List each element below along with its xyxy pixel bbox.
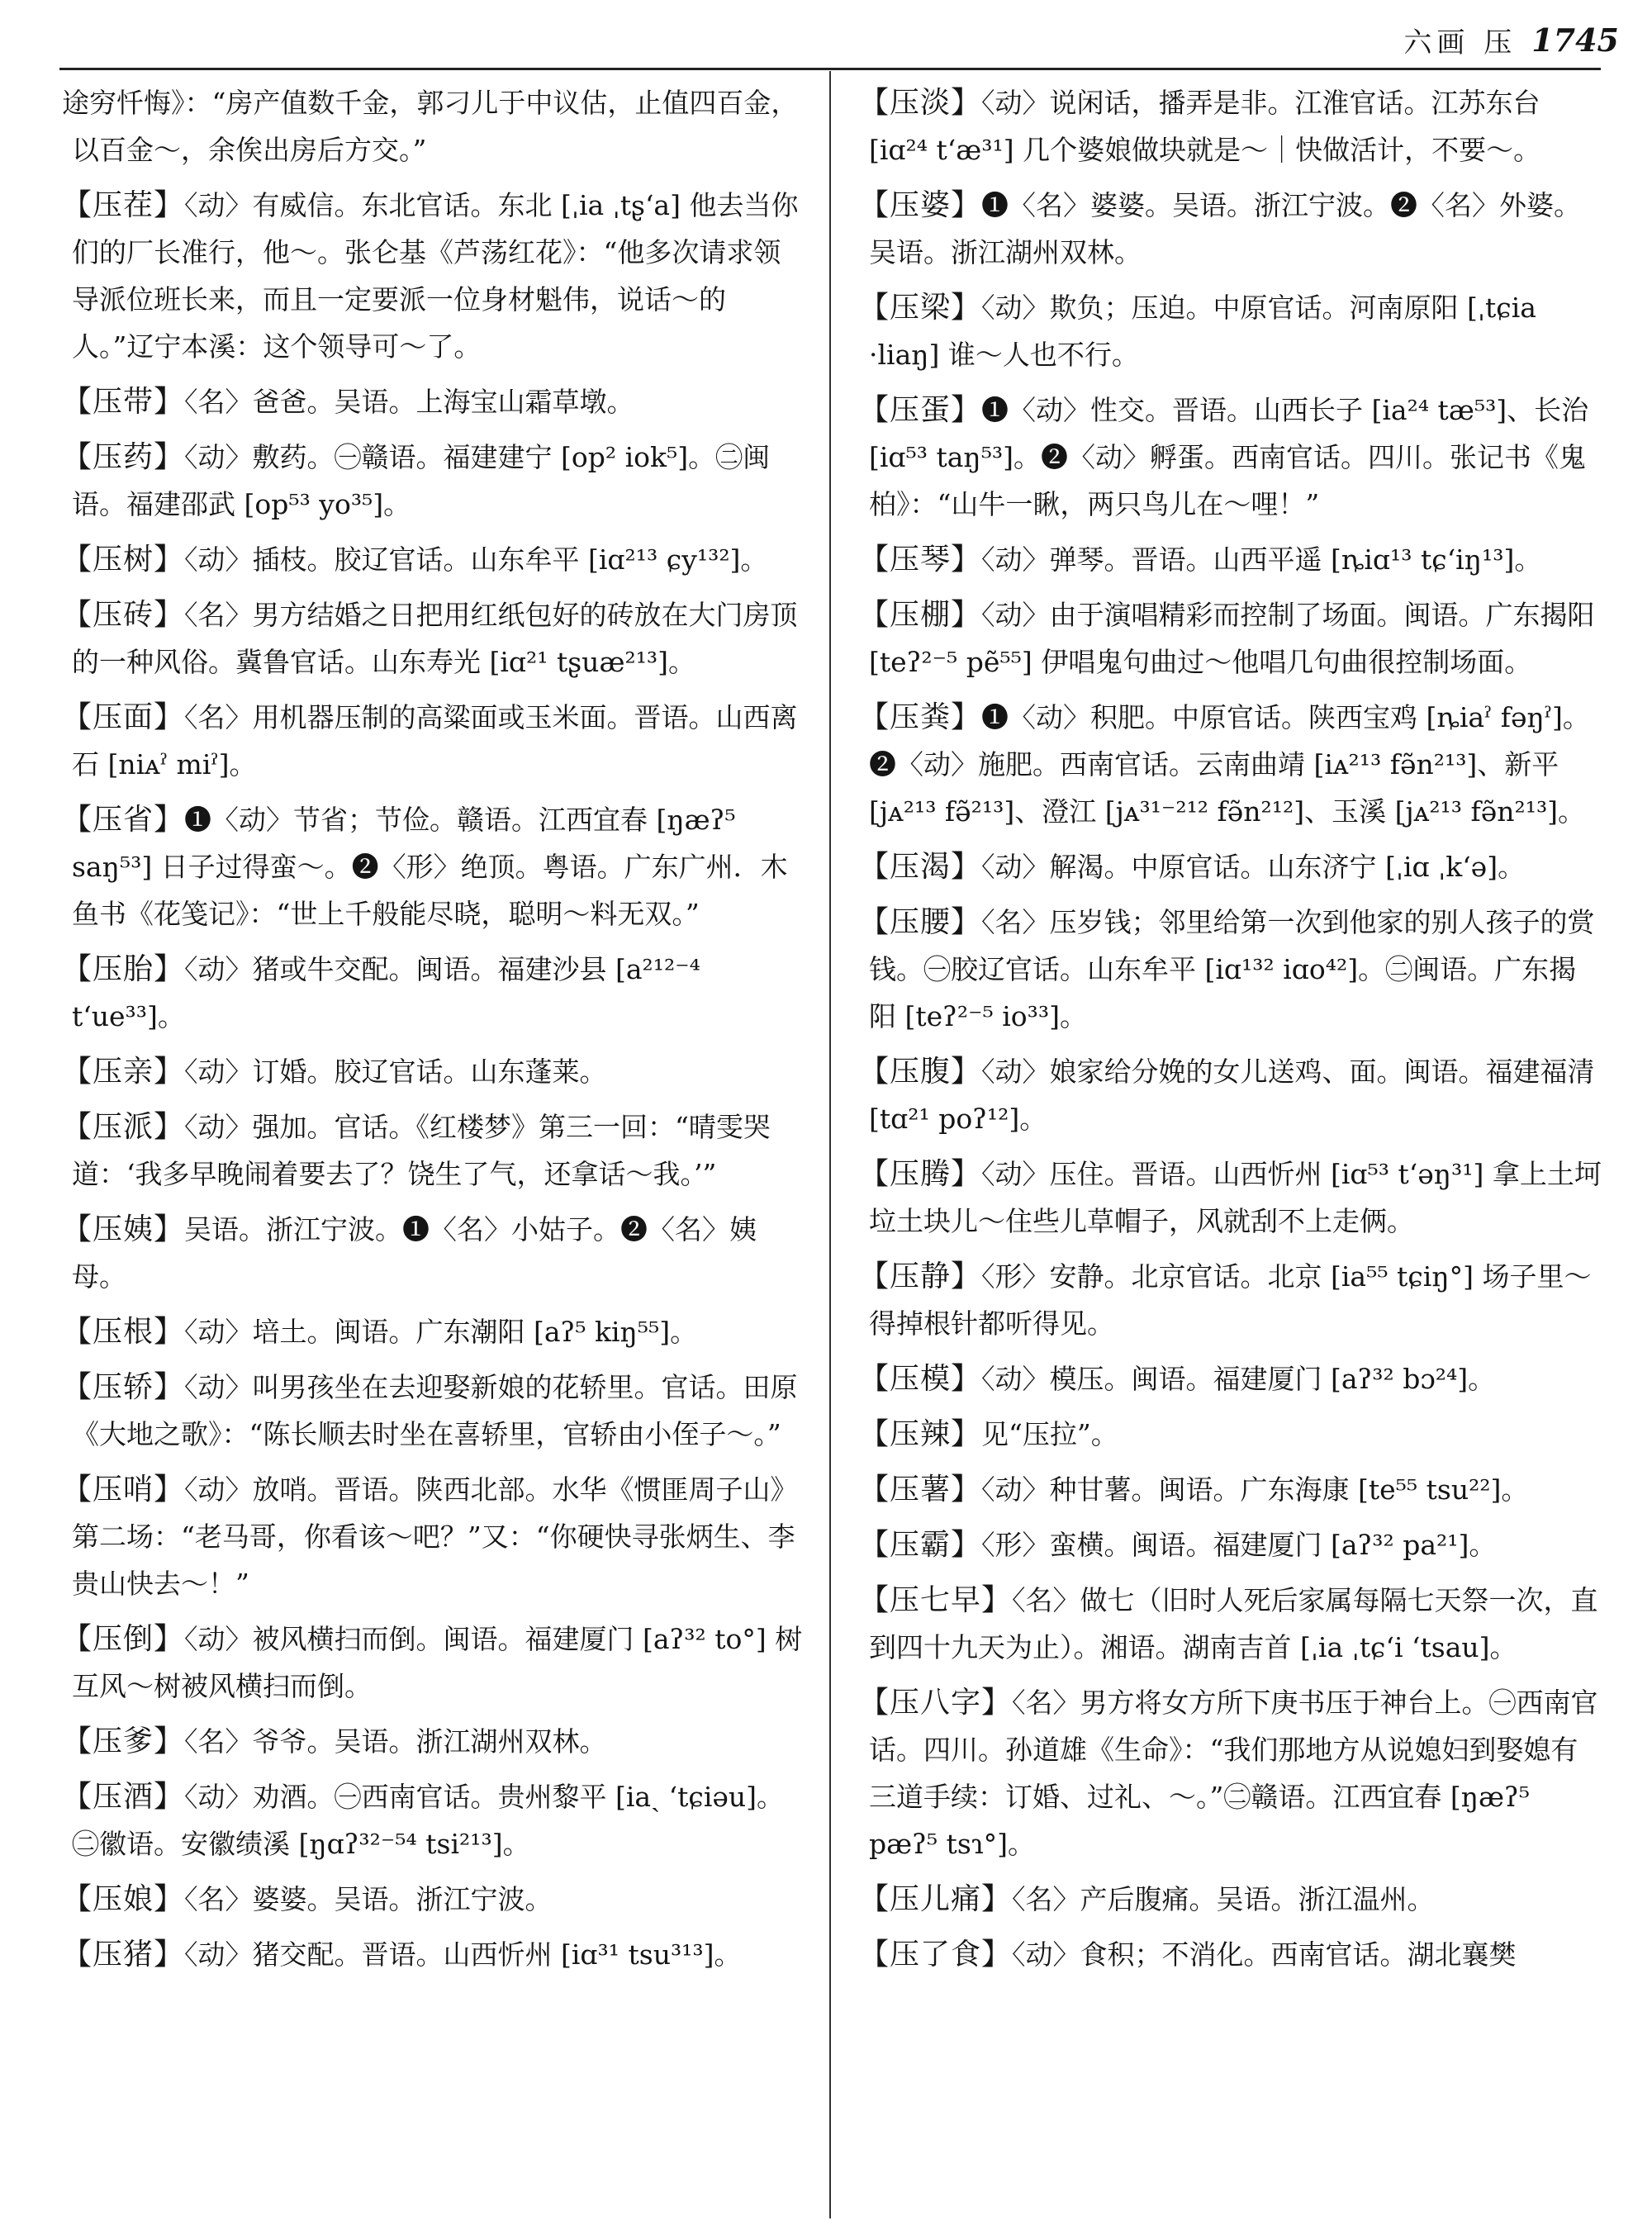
entry-headword: 【压面】	[62, 700, 185, 734]
entry-definition: 〈名〉婆婆。吴语。浙江宁波。	[184, 1883, 553, 1915]
dictionary-entry	[62, 591, 805, 686]
page-header	[1239, 15, 1619, 64]
entry-headword: 【压派】	[62, 1110, 185, 1144]
entry-definition: 〈动〉猪或牛交配。闽语。福建沙县 [a²¹²⁻⁴ tʻue³³]。	[72, 953, 700, 1032]
entry-definition: 〈动〉解渴。中原官话。山东济宁 [ˌiɑ ˌkʻə]。	[981, 851, 1526, 883]
entry-headword: 【压猪】	[62, 1938, 185, 1971]
dictionary-entry	[62, 1773, 805, 1867]
dictionary-entry	[859, 591, 1602, 686]
entry-headword: 【压树】	[62, 543, 185, 576]
dictionary-entry	[62, 378, 805, 425]
entry-definition: 〈动〉说闲话，播弄是非。江淮官话。江苏东台 [iɑ²⁴ tʻæ³¹] 几个婆娘做块就是～｜快做活计，不要～。	[869, 87, 1541, 166]
entry-definition: 〈动〉娘家给分娩的女儿送鸡、面。闽语。福建福清 [tɑ²¹ poʔ¹²]。	[869, 1056, 1595, 1135]
entry-definition: 〈动〉欺负；压迫。中原官话。河南原阳 [ˌtɕia ·liaŋ] 谁～人也不行。	[869, 292, 1536, 371]
dictionary-entry	[859, 79, 1602, 173]
entry-definition: 〈动〉叫男孩坐在去迎娶新娘的花轿里。官话。田原《大地之歌》：“陈长顺去时坐在喜轿里，官轿由小侄子～。”	[72, 1371, 798, 1450]
entry-headword: 【压薯】	[859, 1473, 982, 1506]
entry-definition: 〈动〉食积；不消化。西南官话。湖北襄樊	[1012, 1938, 1517, 1971]
page-number: 1745	[1531, 21, 1619, 59]
dictionary-entry	[62, 1616, 805, 1710]
entry-definition: 〈动〉弹琴。晋语。山西平遥 [ȵiɑ¹³ tɕʻiŋ¹³]。	[981, 543, 1542, 576]
dictionary-entry	[62, 1364, 805, 1458]
entry-definition: 见“压拉”。	[981, 1418, 1118, 1450]
entry-definition: 〈名〉做七（旧时人死后家属每隔七天祭一次，直到四十九天为止）。湘语。湖南吉首 [ˌia ˌtɕʻi ʻtsau]。	[869, 1584, 1598, 1663]
dictionary-entry	[859, 899, 1602, 1040]
entry-headword: 【压带】	[62, 385, 185, 419]
entry-definition: 〈动〉压住。晋语。山西忻州 [iɑ⁵³ tʻəŋ³¹] 拿上土坷垃土块儿～住些儿草帽子，风就刮不上走俩。	[869, 1158, 1602, 1237]
dictionary-entry	[859, 182, 1602, 276]
dictionary-entry	[62, 1931, 805, 1978]
entry-definition: 〈动〉有威信。东北官话。东北 [ˌia ˌtʂʻa] 他去当你们的厂长准行，他～。张仑基《芦荡红花》：“他多次请求领导派位班长来，而且一定要派一位身材魁伟，说话～的人。”辽宁本溪：这个领导可～了。	[72, 189, 799, 363]
entry-headword: 【压辣】	[859, 1417, 982, 1451]
entry-headword: 【压霸】	[859, 1528, 982, 1562]
entry-headword: 【压腹】	[859, 1055, 982, 1089]
entry-headword: 【压爹】	[62, 1725, 185, 1758]
entry-definition: ❶〈动〉节省；节俭。赣语。江西宜春 [ŋæʔ⁵ saŋ⁵³] 日子过得蛮～。❷〈形〉绝顶。粤语。广东广州．木鱼书《花笺记》：“世上千般能尽晓，聪明～料无双。”	[72, 804, 788, 930]
dictionary-entry	[859, 1048, 1602, 1142]
dictionary-entry	[62, 1308, 805, 1355]
entry-headword: 【压婆】	[859, 188, 982, 222]
entry-definition: 途穷忏悔》：“房产值数千金，郭刁儿于中议估，止值四百金，以百金～，余俟出房后方交。”	[62, 87, 799, 166]
entry-headword: 【压蛋】	[859, 393, 982, 427]
dictionary-entry	[859, 1679, 1602, 1867]
dictionary-entry	[859, 1876, 1602, 1923]
entry-headword: 【压根】	[62, 1315, 185, 1349]
dictionary-entry	[859, 1466, 1602, 1513]
entry-headword: 【压娘】	[62, 1882, 185, 1916]
entry-headword: 【压茬】	[62, 188, 185, 222]
entry-headword: 【压姨】	[62, 1212, 185, 1246]
entry-definition: 〈动〉猪交配。晋语。山西忻州 [iɑ³¹ tsu³¹³]。	[184, 1938, 742, 1971]
entry-definition: 〈动〉种甘薯。闽语。广东海康 [te⁵⁵ tsu²²]。	[981, 1473, 1529, 1506]
entry-definition: 〈动〉劝酒。㊀西南官话。贵州黎平 [iaˎ ʻtɕiəu]。㊁徽语。安徽绩溪 [ŋɑʔ³²⁻⁵⁴ tsi²¹³]。	[72, 1781, 785, 1860]
dictionary-entry	[859, 843, 1602, 890]
dictionary-entry	[859, 1151, 1602, 1245]
dictionary-entry	[859, 1521, 1602, 1568]
dictionary-entry	[62, 536, 805, 583]
dictionary-entry	[62, 79, 805, 173]
header-rule	[59, 68, 1601, 70]
entry-definition: 〈动〉模压。闽语。福建厦门 [aʔ³² bɔ²⁴]。	[981, 1363, 1496, 1395]
entry-headword: 【压模】	[859, 1362, 982, 1396]
entry-headword: 【压亲】	[62, 1055, 185, 1089]
entry-definition: 吴语。浙江宁波。❶〈名〉小姑子。❷〈名〉姨母。	[72, 1213, 757, 1293]
entry-definition: 〈名〉男方结婚之日把用红纸包好的砖放在大门房顶的一种风俗。冀鲁官话。山东寿光 [iɑ²¹ tʂuæ²¹³]。	[72, 599, 798, 678]
entry-definition: 〈名〉爷爷。吴语。浙江湖州双林。	[184, 1725, 607, 1758]
entry-headword: 【压八字】	[859, 1686, 1013, 1720]
dictionary-entry	[859, 387, 1602, 528]
entry-definition: 〈动〉强加。官话。《红楼梦》第三一回：“晴雯哭道：‘我多早晚闹着要去了？饶生了气，还拿话～我。’”	[72, 1111, 771, 1190]
right-column	[859, 79, 1602, 1986]
dictionary-entry	[62, 434, 805, 528]
entry-headword: 【压儿痛】	[859, 1882, 1013, 1916]
dictionary-entry	[62, 946, 805, 1040]
entry-headword: 【压七早】	[859, 1583, 1013, 1617]
entry-headword: 【压腾】	[859, 1157, 982, 1191]
dictionary-entry	[62, 1466, 805, 1607]
entry-definition: ❶〈动〉性交。晋语。山西长子 [ia²⁴ tæ⁵³]、长治 [iɑ⁵³ taŋ⁵³]。❷〈动〉孵蛋。西南官话。四川。张记书《鬼柏》：“山牛一瞅，两只鸟儿在～哩！”	[869, 394, 1589, 520]
entry-definition: 〈动〉放哨。晋语。陕西北部。水华《惯匪周子山》第二场：“老马哥，你看该～吧？”又：“你硬快寻张炳生、李贵山快去～！”	[72, 1473, 798, 1600]
entry-definition: 〈动〉培土。闽语。广东潮阳 [aʔ⁵ kiŋ⁵⁵]。	[184, 1316, 698, 1348]
entry-headword: 【压倒】	[62, 1622, 185, 1656]
entry-headword: 【压轿】	[62, 1370, 185, 1404]
dictionary-entry	[859, 1355, 1602, 1402]
dictionary-entry	[62, 182, 805, 370]
entry-definition: 〈动〉插枝。胶辽官话。山东牟平 [iɑ²¹³ ɕy¹³²]。	[184, 543, 768, 576]
dictionary-entry	[859, 1411, 1602, 1458]
entry-headword: 【压砖】	[62, 598, 185, 632]
dictionary-entry	[859, 694, 1602, 835]
entry-definition: 〈名〉用机器压制的高粱面或玉米面。晋语。山西离石 [niᴀˀ miˀ]。	[72, 701, 798, 780]
dictionary-entry	[859, 1253, 1602, 1347]
entry-headword: 【压酒】	[62, 1780, 185, 1814]
entry-headword: 【压琴】	[859, 543, 982, 576]
dictionary-entry	[62, 1206, 805, 1300]
entry-definition: 〈名〉压岁钱；邻里给第一次到他家的别人孩子的赏钱。㊀胶辽官话。山东牟平 [iɑ¹³² iɑo⁴²]。㊁闽语。广东揭阳 [teʔ²⁻⁵ io³³]。	[869, 906, 1595, 1032]
entry-headword: 【压渴】	[859, 850, 982, 884]
entry-headword: 【压药】	[62, 440, 185, 474]
entry-headword: 【压梁】	[859, 291, 982, 325]
dictionary-entry	[859, 1577, 1602, 1671]
entry-definition: 〈动〉敷药。㊀赣语。福建建宁 [op² iok⁵]。㊁闽语。福建邵武 [op⁵³ yo³⁵]。	[72, 441, 771, 520]
dictionary-entry	[62, 1103, 805, 1198]
entry-definition: 〈动〉订婚。胶辽官话。山东蓬莱。	[184, 1056, 607, 1088]
left-column	[62, 79, 805, 1986]
column-divider	[829, 71, 831, 2218]
entry-definition: ❶〈名〉婆婆。吴语。浙江宁波。❷〈名〉外婆。吴语。浙江湖州双林。	[869, 189, 1582, 268]
entry-headword: 【压腰】	[859, 905, 982, 939]
entry-definition: 〈动〉被风横扫而倒。闽语。福建厦门 [aʔ³² to°] 树互风～树被风横扫而倒。	[72, 1623, 803, 1702]
dictionary-entry	[62, 694, 805, 788]
entry-headword: 【压胎】	[62, 952, 185, 986]
dictionary-entry	[62, 796, 805, 937]
dictionary-entry	[859, 284, 1602, 378]
section-label: 六画 压	[1403, 26, 1517, 59]
entry-definition: 〈名〉男方将女方所下庚书压于神台上。㊀西南官话。四川。孙道雄《生命》：“我们那地方从说媳妇到娶媳有三道手续：订婚、过礼、～。”㊁赣语。江西宜春 [ŋæʔ⁵ pæʔ⁵ tsɿ°]。	[869, 1687, 1598, 1860]
entry-definition: ❶〈动〉积肥。中原官话。陕西宝鸡 [ȵiaˀ fəŋˀ]。❷〈动〉施肥。西南官话。云南曲靖 [iᴀ²¹³ fə̃n²¹³]、新平 [jᴀ²¹³ fə̃²¹³]、澄江 [jᴀ³¹⁻²¹² fə̃n²¹²]、玉溪 [jᴀ²¹³ fə̃n²¹³]。	[869, 701, 1590, 828]
entry-headword: 【压了食】	[859, 1938, 1013, 1971]
dictionary-entry	[62, 1718, 805, 1765]
entry-definition: 〈动〉由于演唱精彩而控制了场面。闽语。广东揭阳 [teʔ²⁻⁵ pẽ⁵⁵] 伊唱鬼句曲过～他唱几句曲很控制场面。	[869, 599, 1595, 678]
dictionary-entry	[859, 1931, 1602, 1978]
entry-headword: 【压静】	[859, 1260, 982, 1293]
entry-definition: 〈名〉产后腹痛。吴语。浙江温州。	[1012, 1883, 1435, 1915]
entry-definition: 〈形〉安静。北京官话。北京 [ia⁵⁵ tɕiŋ°] 场子里～得掉根针都听得见。	[869, 1260, 1592, 1340]
dictionary-entry	[62, 1876, 805, 1923]
entry-definition: 〈形〉蛮横。闽语。福建厦门 [aʔ³² pa²¹]。	[981, 1529, 1497, 1561]
entry-headword: 【压棚】	[859, 598, 982, 632]
dictionary-entry	[859, 536, 1602, 583]
entry-headword: 【压粪】	[859, 700, 982, 734]
entry-definition: 〈名〉爸爸。吴语。上海宝山霜草墩。	[184, 386, 634, 418]
entry-headword: 【压哨】	[62, 1473, 185, 1506]
entry-headword: 【压省】	[62, 803, 185, 837]
dictionary-entry	[62, 1048, 805, 1095]
entry-headword: 【压淡】	[859, 86, 982, 120]
